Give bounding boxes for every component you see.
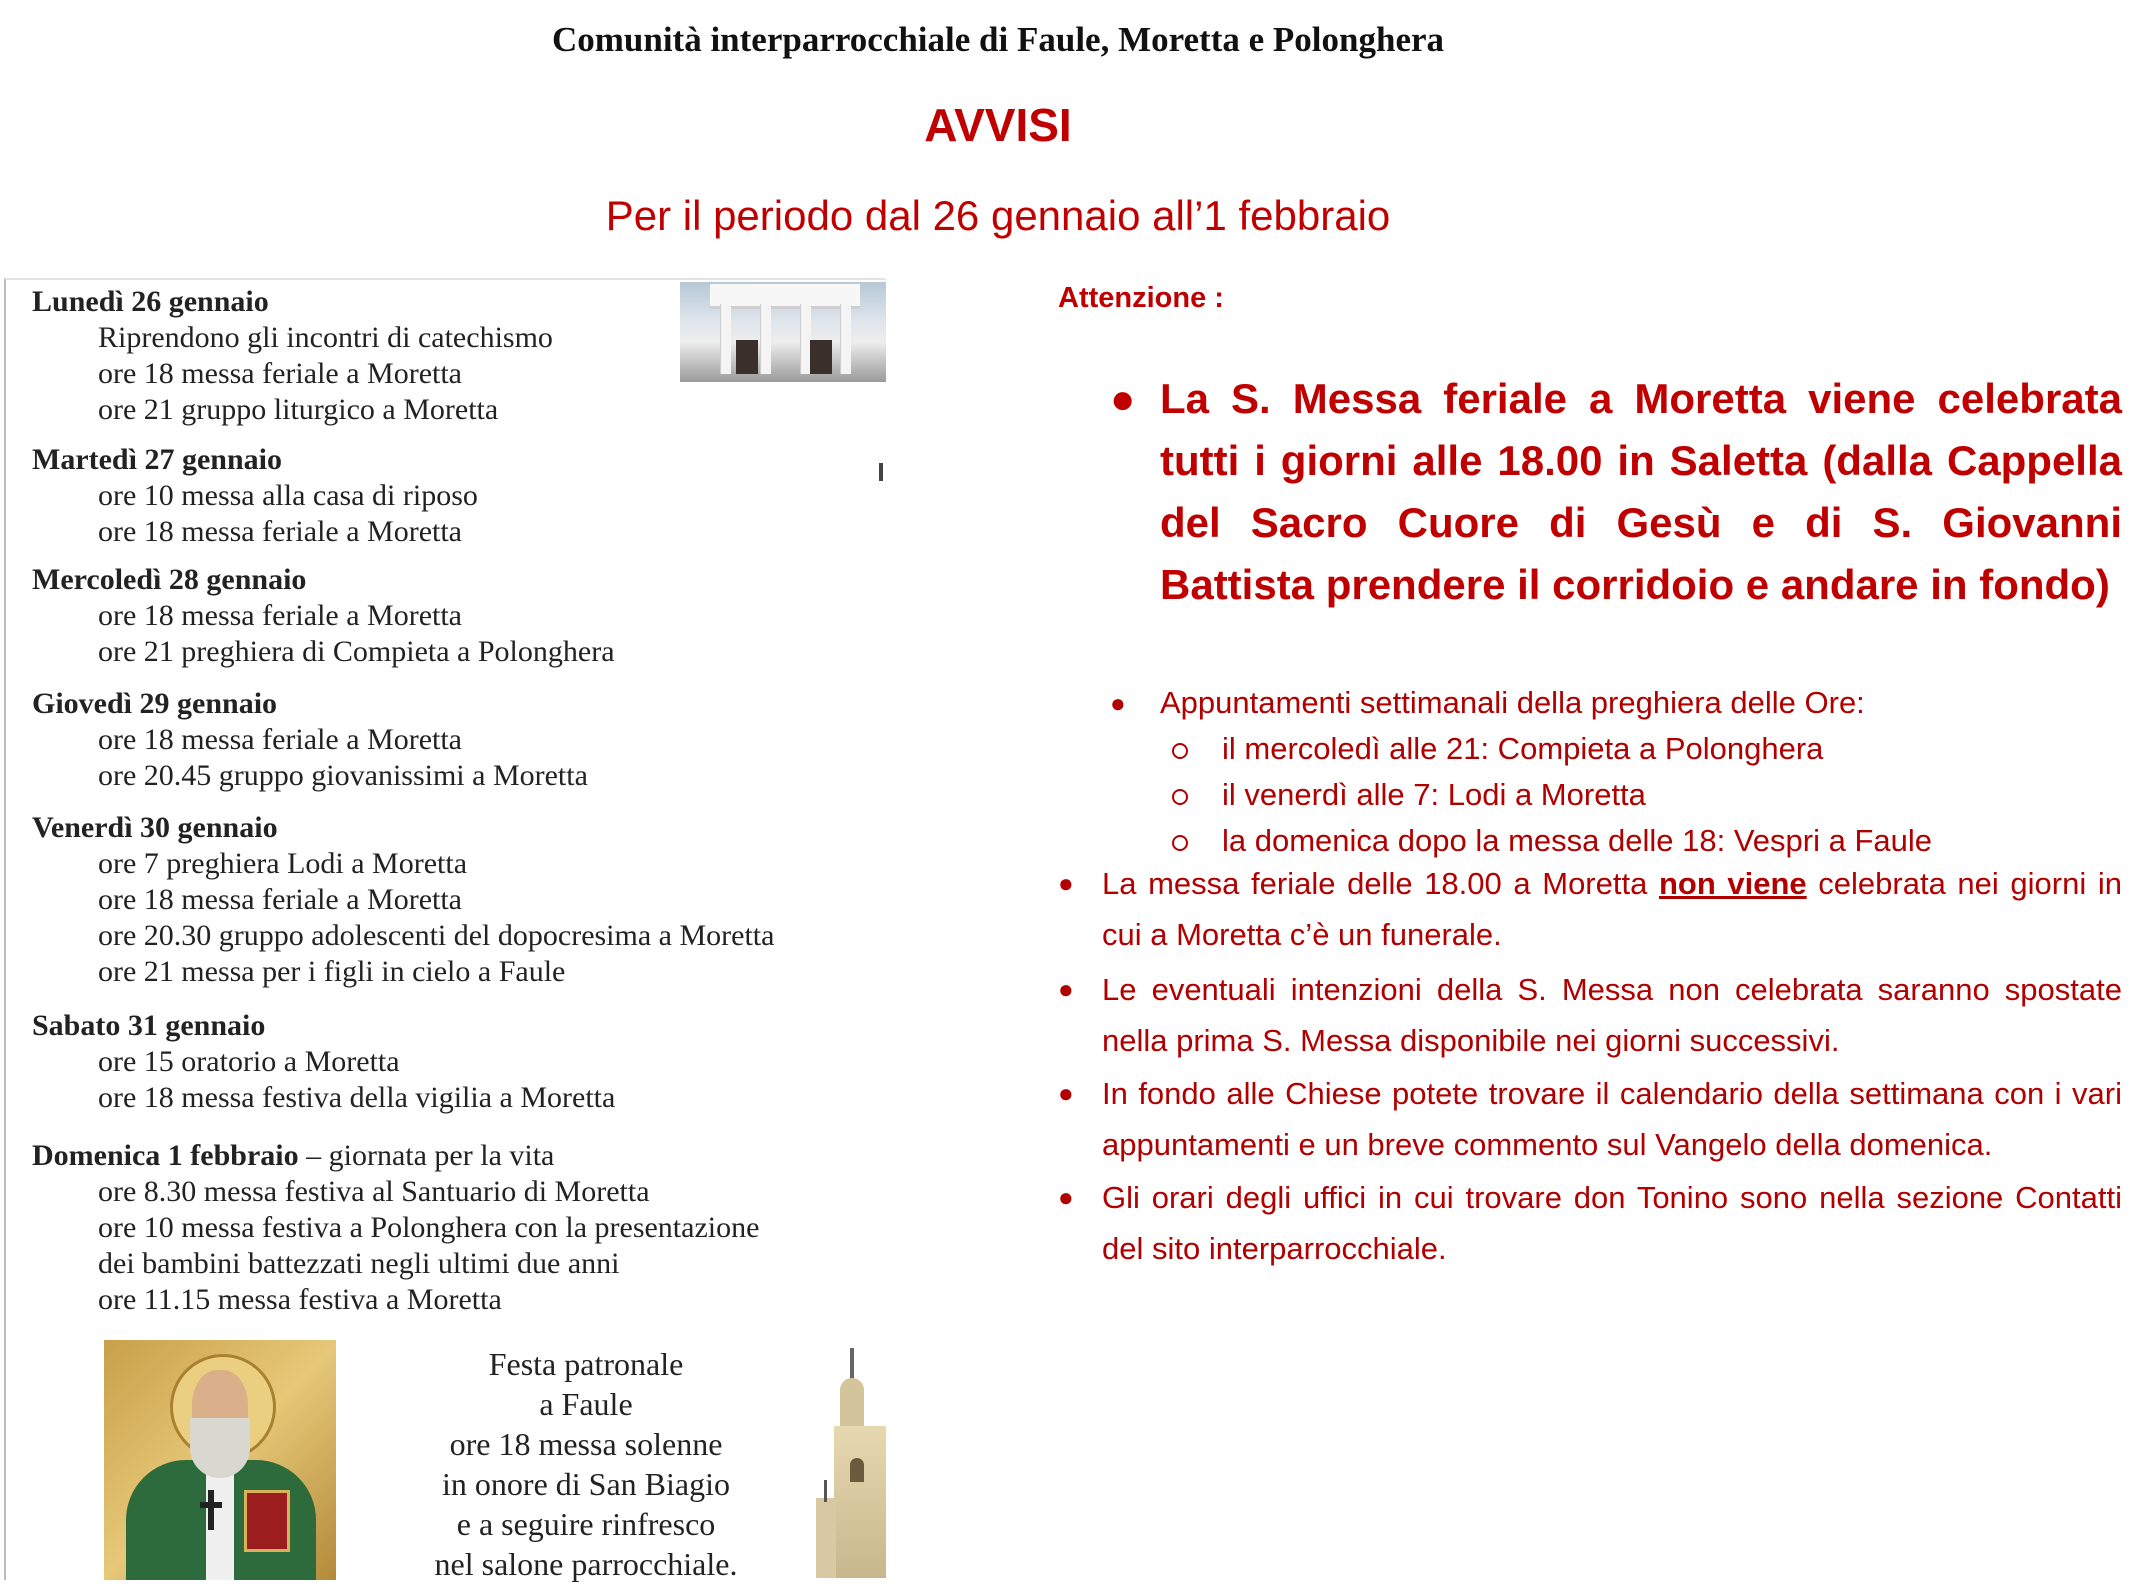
bullet-icon: ● [1110, 688, 1126, 718]
schedule-line: ore 18 messa feriale a Moretta [98, 883, 462, 916]
day-title-name: Domenica 1 febbraio [32, 1139, 299, 1172]
notice-text-part: celebrata nei giorni in cui a Moretta c’è un funerale. [1102, 866, 2122, 952]
day-title: Venerdì 30 gennaio [32, 811, 278, 844]
schedule-line: dei bambini battezzati negli ultimi due anni [98, 1247, 620, 1280]
circle-bullet-icon [1172, 743, 1188, 759]
schedule-line: ore 11.15 messa festiva a Moretta [98, 1283, 502, 1316]
bell-tower-photo [816, 1348, 886, 1578]
notice-text: Gli orari degli uffici in cui trovare don Tonino sono nella sezione Contatti del sito interparrocchiale. [1102, 1180, 2122, 1266]
notice-text [1102, 858, 2122, 960]
day-sunday [32, 1138, 759, 1318]
notice-emphasis: non viene [1658, 866, 1807, 901]
day-title: Martedì 27 gennaio [32, 443, 282, 476]
schedule-line: ore 20.30 gruppo adolescenti del dopocresima a Moretta [98, 919, 775, 952]
bullet-icon: ● [1058, 974, 1074, 1004]
schedule-line: ore 18 messa feriale a Moretta [98, 723, 462, 756]
schedule-line: ore 10 messa alla casa di riposo [98, 479, 478, 512]
festa-line: e a seguire rinfresco [456, 1506, 716, 1542]
day-friday [32, 810, 774, 990]
avvisi-heading: AVVISI [924, 99, 1072, 151]
notice-funeral [1058, 858, 2122, 960]
day-title-note: – giornata per la vita [298, 1139, 555, 1172]
day-title [32, 1138, 759, 1174]
circle-bullet-icon [1172, 789, 1188, 805]
circle-bullet-icon [1172, 835, 1188, 851]
schedule-line: ore 21 gruppo liturgico a Moretta [98, 393, 499, 426]
church-facade-photo [680, 282, 886, 382]
period-subtitle: Per il periodo dal 26 gennaio all’1 febbraio [605, 192, 1391, 239]
notice-text: In fondo alle Chiese potete trovare il calendario della settimana con i vari appuntamenti e un breve commento sul Vangelo della domenica. [1102, 1076, 2122, 1162]
day-title: Giovedì 29 gennaio [32, 687, 278, 720]
festa-line: nel salone parrocchiale. [434, 1546, 738, 1582]
schedule-line: ore 18 messa feriale a Moretta [98, 357, 462, 390]
schedule-line: ore 18 messa festiva della vigilia a Moretta [98, 1081, 616, 1114]
weekly-item-text: il venerdì alle 7: Lodi a Moretta [1222, 777, 1646, 812]
notice-calendar [1058, 1068, 2122, 1170]
bullet-icon: ● [1058, 1078, 1074, 1108]
main-notice [1110, 368, 2122, 616]
notice-office-hours [1058, 1172, 2122, 1274]
san-biagio-icon-image [104, 1340, 336, 1580]
schedule-line: ore 7 preghiera Lodi a Moretta [98, 847, 468, 880]
bullet-icon: ● [1058, 1182, 1074, 1212]
schedule-line: ore 21 messa per i figli in cielo a Faule [98, 955, 566, 988]
weekly-schedule [4, 278, 886, 1580]
day-saturday [32, 1008, 615, 1116]
schedule-line: ore 20.45 gruppo giovanissimi a Moretta [98, 759, 588, 792]
bullet-icon: ● [1110, 375, 1136, 422]
mark [879, 463, 883, 481]
day-title: Lunedì 26 gennaio [32, 285, 269, 318]
schedule-line: ore 21 preghiera di Compieta a Polonghera [98, 635, 615, 668]
schedule-line: ore 15 oratorio a Moretta [98, 1045, 400, 1078]
day-tuesday [32, 442, 478, 550]
notice-text-part: La messa feriale delle 18.00 a Moretta [1102, 866, 1659, 901]
weekly-prayer-list [1110, 680, 2122, 864]
bullet-icon: ● [1058, 868, 1074, 898]
day-wednesday [32, 562, 615, 670]
day-title: Sabato 31 gennaio [32, 1009, 266, 1042]
schedule-line: ore 18 messa feriale a Moretta [98, 515, 462, 548]
schedule-line: Riprendono gli incontri di catechismo [98, 321, 553, 354]
schedule-line: ore 10 messa festiva a Polonghera con la presentazione [98, 1211, 760, 1244]
attention-label: Attenzione : [1058, 282, 1224, 314]
day-title: Mercoledì 28 gennaio [32, 563, 307, 596]
page-title: Comunità interparrocchiale di Faule, Moretta e Polonghera [551, 20, 1445, 59]
weekly-lead: Appuntamenti settimanali della preghiera delle Ore: [1160, 685, 1865, 720]
weekly-item-text: il mercoledì alle 21: Compieta a Polonghera [1222, 731, 1824, 766]
festa-line: a Faule [539, 1386, 633, 1422]
festa-line: Festa patronale [488, 1346, 684, 1382]
notice-intentions [1058, 964, 2122, 1066]
schedule-line: ore 8.30 messa festiva al Santuario di Moretta [98, 1175, 650, 1208]
weekly-item-text: la domenica dopo la messa delle 18: Vespri a Faule [1222, 823, 1932, 858]
main-notice-text: La S. Messa feriale a Moretta viene celebrata tutti i giorni alle 18.00 in Saletta (dalla Cappella del Sacro Cuore di Gesù e di S. Giovanni Battista prendere il corridoio e andare in fondo) [1160, 375, 2122, 608]
festa-patronale-box [366, 1344, 806, 1584]
weekly-item [1172, 726, 2122, 772]
day-thursday [32, 686, 588, 794]
weekly-item [1172, 772, 2122, 818]
day-monday [32, 284, 553, 428]
festa-line: in onore di San Biagio [442, 1466, 730, 1502]
schedule-line: ore 18 messa feriale a Moretta [98, 599, 462, 632]
notice-text: Le eventuali intenzioni della S. Messa non celebrata saranno spostate nella prima S. Messa disponibile nei giorni successivi. [1102, 972, 2122, 1058]
festa-line: ore 18 messa solenne [449, 1426, 723, 1462]
